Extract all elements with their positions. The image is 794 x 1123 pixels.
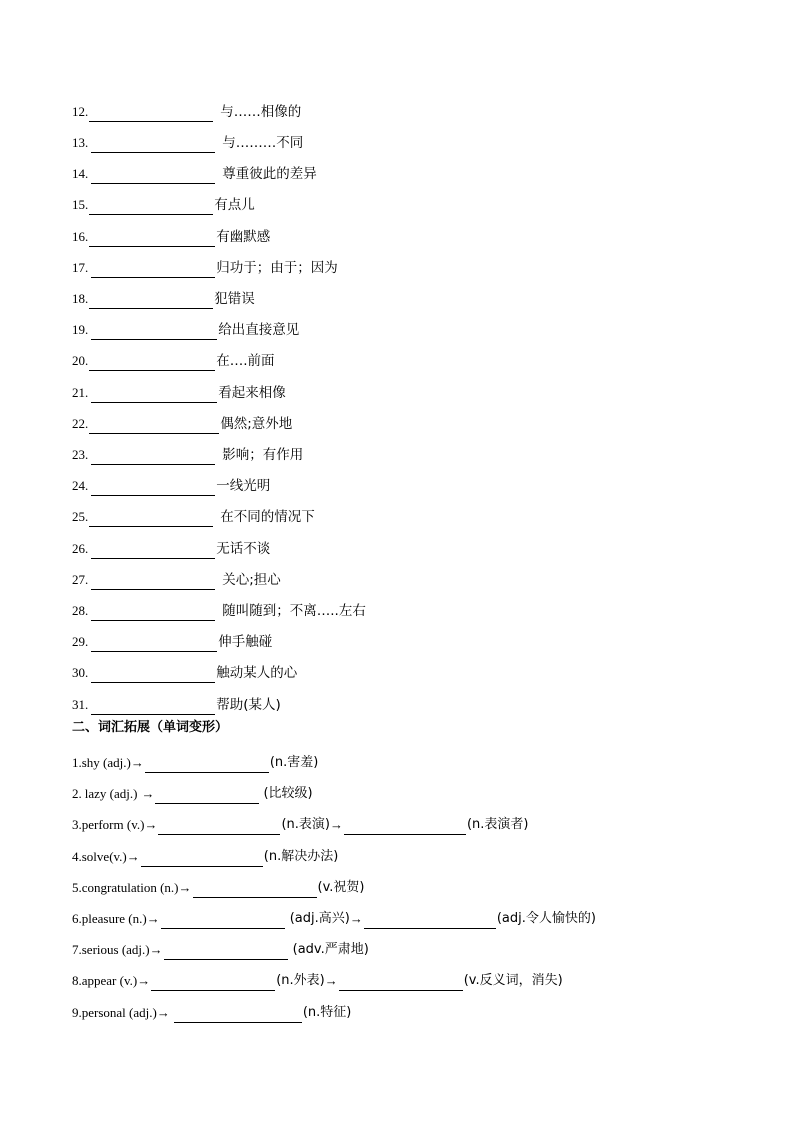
source-word: pleasure (n.) [81,911,147,926]
item-number: 19. [72,322,89,337]
form-line-1 [72,753,318,773]
phrase-line-15 [72,195,255,215]
answer-blank[interactable] [91,543,215,559]
source-word: perform (v.) [81,817,145,832]
item-number: 8. [72,973,82,988]
form-line-9 [72,1003,351,1023]
arrow: → [349,911,363,926]
phrase-line-12 [72,102,301,122]
item-number: 26. [72,541,89,556]
answer-blank[interactable] [158,819,280,835]
answer-blank-2[interactable] [339,975,463,991]
item-number: 15. [72,197,89,212]
phrase-line-23 [72,445,303,465]
phrase-meaning: 尊重彼此的差异 [222,166,317,182]
phrase-line-21 [72,383,286,403]
form-hint: (n.解决办法) [263,849,339,864]
phrase-meaning: 给出直接意见 [218,322,300,338]
source-word: congratulation (n.) [81,880,179,895]
answer-blank[interactable] [193,882,317,898]
arrow: → [324,973,338,988]
answer-blank[interactable] [89,418,219,434]
answer-blank[interactable] [91,137,215,153]
form-hint: (n.外表) [276,973,325,988]
arrow: → [130,755,144,770]
phrase-meaning: 看起来相像 [218,385,286,401]
phrase-meaning: 伸手触碰 [218,634,273,650]
phrase-meaning: 在….前面 [216,353,275,369]
source-word: serious (adj.) [81,942,150,957]
answer-blank[interactable] [91,574,215,590]
form-hint: (比较级) [263,786,313,801]
item-number: 13. [72,135,89,150]
phrase-line-19 [72,320,299,340]
phrase-line-25 [72,507,315,527]
arrow: → [126,849,140,864]
item-number: 20. [72,353,89,368]
answer-blank[interactable] [151,975,275,991]
phrase-line-28 [72,601,366,621]
phrase-meaning: 归功于；由于；因为 [216,260,338,276]
item-number: 16. [72,229,89,244]
phrase-meaning: 无话不谈 [216,541,271,557]
phrase-line-27 [72,570,281,590]
source-word: lazy (adj.) [84,786,138,801]
arrow: → [329,817,343,832]
form-hint: (adj.高兴) [289,911,350,926]
form-hint: (adv.严肃地) [292,942,369,957]
item-number: 5. [72,880,82,895]
answer-blank[interactable] [145,757,269,773]
phrase-line-13 [72,133,303,153]
phrase-line-17 [72,258,338,278]
item-number: 6. [72,911,82,926]
phrase-line-31 [72,695,281,715]
answer-blank[interactable] [91,667,215,683]
phrase-line-29 [72,632,272,652]
form-hint: (n.特征) [302,1005,352,1020]
form-hint-2: (v.反义词，消失) [463,973,563,988]
answer-blank[interactable] [161,913,285,929]
answer-blank[interactable] [89,293,213,309]
answer-blank[interactable] [174,1007,302,1023]
item-number: 9. [72,1005,82,1020]
answer-blank[interactable] [91,262,215,278]
item-number: 3. [72,817,82,832]
form-line-8 [72,971,563,991]
item-number: 7. [72,942,82,957]
phrase-meaning: 犯错误 [214,291,255,307]
item-number: 21. [72,385,89,400]
form-hint-2: (n.表演者) [466,817,529,832]
answer-blank[interactable] [91,449,215,465]
answer-blank[interactable] [91,699,215,715]
answer-blank[interactable] [141,851,263,867]
source-word: personal (adj.) [81,1005,157,1020]
phrase-meaning: 影响；有作用 [222,447,304,463]
arrow: → [146,911,160,926]
arrow: → [144,817,158,832]
source-word: shy (adj.) [81,755,131,770]
phrase-meaning: 关心;担心 [222,572,281,588]
answer-blank-2[interactable] [344,819,466,835]
phrase-meaning: 有点儿 [214,197,255,213]
item-number: 4. [72,849,82,864]
answer-blank[interactable] [164,944,288,960]
answer-blank[interactable] [91,168,215,184]
answer-blank[interactable] [155,788,259,804]
form-line-7 [72,940,369,960]
form-hint: (n.表演) [281,817,330,832]
answer-blank[interactable] [91,324,217,340]
phrase-meaning: 帮助(某人) [216,697,281,713]
item-number: 2. [72,786,82,801]
arrow: → [141,786,155,801]
phrase-line-14 [72,164,317,184]
arrow: → [156,1005,170,1020]
phrase-line-16 [72,227,270,247]
item-number: 14. [72,166,89,181]
item-number: 18. [72,291,89,306]
item-number: 28. [72,603,89,618]
form-line-6 [72,909,596,929]
form-hint: (n.害羞) [269,755,319,770]
arrow: → [137,973,151,988]
source-word: appear (v.) [81,973,138,988]
item-number: 17. [72,260,89,275]
arrow: → [149,942,163,957]
answer-blank[interactable] [91,387,217,403]
item-number: 23. [72,447,89,462]
phrase-meaning: 偶然;意外地 [220,416,293,432]
phrase-meaning: 与……相像的 [220,104,302,120]
item-number: 31. [72,697,89,712]
section-heading: 二、词汇拓展（单词变形） [72,720,229,735]
item-number: 12. [72,104,89,119]
phrase-meaning: 一线光明 [216,478,271,494]
phrase-line-22 [72,414,292,434]
form-hint-2: (adj.令人愉快的) [496,911,596,926]
phrase-meaning: 随叫随到；不离…..左右 [222,603,366,619]
phrase-line-24 [72,476,270,496]
answer-blank[interactable] [89,231,215,247]
item-number: 30. [72,665,89,680]
phrase-line-30 [72,663,297,683]
form-line-4 [72,847,338,867]
answer-blank[interactable] [91,480,215,496]
answer-blank-2[interactable] [364,913,496,929]
phrase-meaning: 有幽默感 [216,229,271,245]
source-word: solve(v.) [81,849,127,864]
phrase-line-20 [72,351,275,371]
answer-blank[interactable] [91,636,217,652]
arrow: → [178,880,192,895]
item-number: 27. [72,572,89,587]
item-number: 22. [72,416,89,431]
phrase-line-26 [72,539,270,559]
answer-blank[interactable] [89,511,213,527]
form-line-2 [72,784,313,804]
item-number: 1. [72,755,82,770]
phrase-meaning: 与………不同 [222,135,304,151]
item-number: 24. [72,478,89,493]
answer-blank[interactable] [91,605,215,621]
answer-blank[interactable] [89,199,213,215]
form-line-5 [72,878,364,898]
item-number: 29. [72,634,89,649]
item-number: 25. [72,509,89,524]
phrase-meaning: 在不同的情况下 [220,509,315,525]
answer-blank[interactable] [89,106,213,122]
phrase-meaning: 触动某人的心 [216,665,298,681]
phrase-line-18 [72,289,255,309]
form-hint: (v.祝贺) [317,880,365,895]
answer-blank[interactable] [89,355,215,371]
form-line-3 [72,815,528,835]
